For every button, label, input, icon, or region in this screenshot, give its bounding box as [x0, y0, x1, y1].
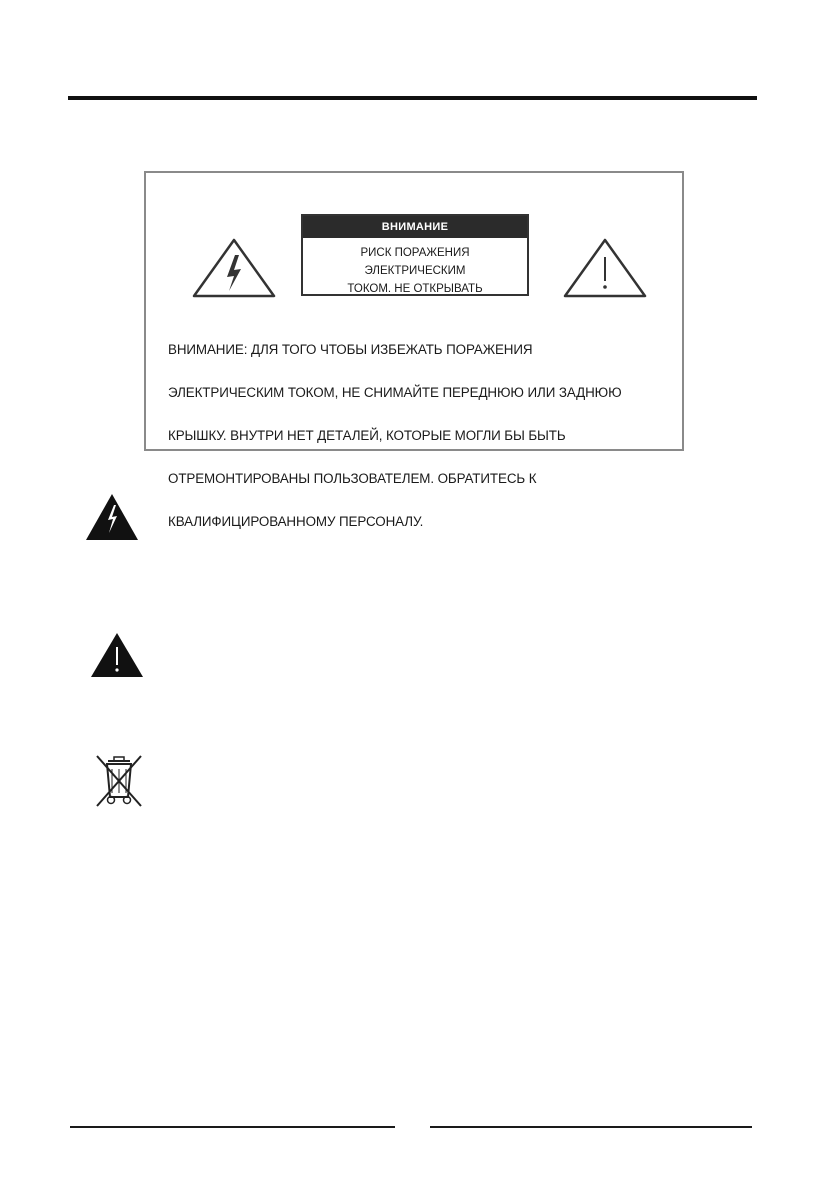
warning-text [168, 317, 673, 554]
warning-text-line: ОТРЕМОНТИРОВАНЫ ПОЛЬЗОВАТЕЛЕМ. ОБРАТИТЕСЬ К [168, 470, 537, 486]
warning-text-line: КРЫШКУ. ВНУТРИ НЕТ ДЕТАЛЕЙ, КОТОРЫЕ МОГЛИ БЫ БЫТЬ [168, 427, 566, 443]
electric-shock-warning-icon [85, 493, 139, 541]
notice-line: ТОКОМ. НЕ ОТКРЫВАТЬ [347, 283, 483, 295]
notice-body [303, 238, 527, 298]
footer-rule-right [430, 1126, 752, 1128]
header-rule [68, 96, 757, 100]
footer-rule-left [70, 1126, 395, 1128]
warning-text-line: ЭЛЕКТРИЧЕСКИМ ТОКОМ, НЕ СНИМАЙТЕ ПЕРЕДНЮЮ ИЛИ ЗАДНЮЮ [168, 384, 622, 400]
warning-text-line: КВАЛИФИЦИРОВАННОМУ ПЕРСОНАЛУ. [168, 513, 424, 529]
warning-text-line: ВНИМАНИЕ: ДЛЯ ТОГО ЧТОБЫ ИЗБЕЖАТЬ ПОРАЖЕНИЯ [168, 341, 533, 357]
exclamation-triangle-icon [562, 237, 648, 299]
notice-line: РИСК ПОРАЖЕНИЯ ЭЛЕКТРИЧЕСКИМ [360, 247, 470, 277]
notice-box [301, 214, 529, 296]
caution-exclamation-icon [90, 632, 144, 678]
crossed-out-wheelie-bin-icon [94, 753, 144, 809]
warning-label-panel [144, 171, 684, 529]
electric-shock-triangle-icon [191, 237, 277, 299]
notice-header: ВНИМАНИЕ [303, 216, 527, 238]
